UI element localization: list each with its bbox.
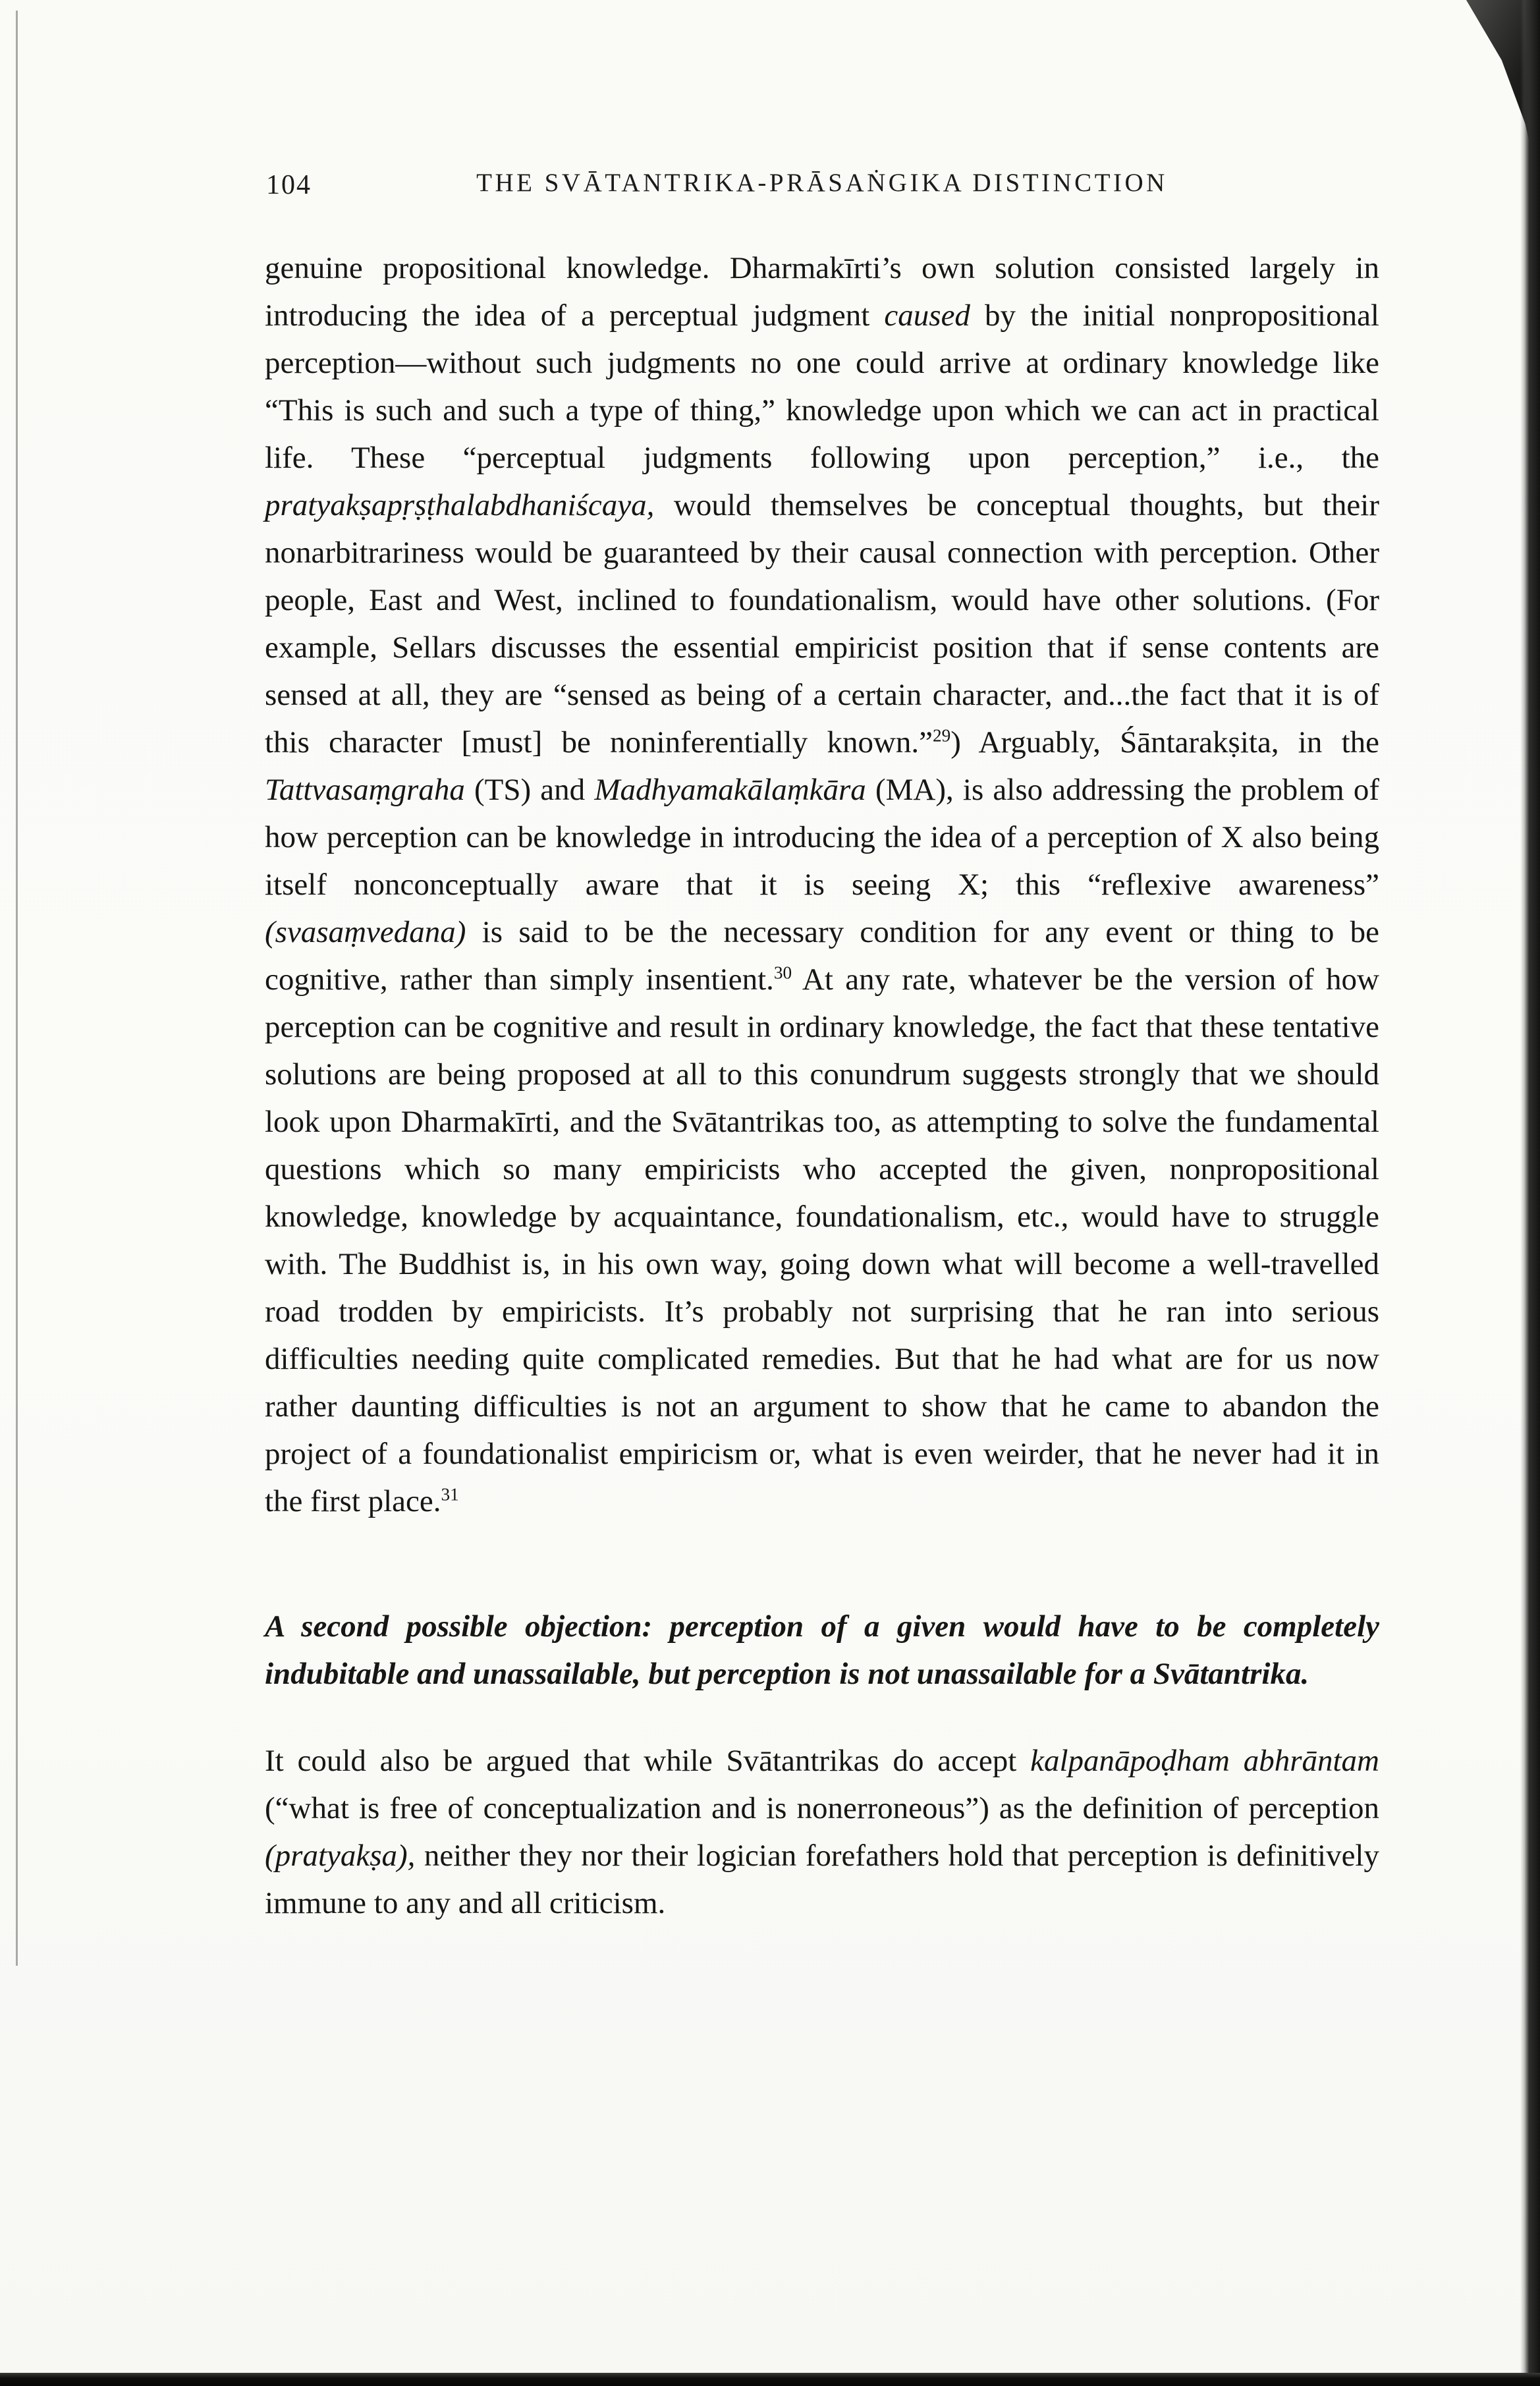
section-heading: A second possible objection: perception of a given would have to be completely indubitable and unassailable, but perception is not unassailable for a Svātantrika. xyxy=(265,1609,1379,1691)
body-paragraph-2: It could also be argued that while Svātantrikas do accept kalpanāpoḍham abhrāntam (“what is free of conceptualization and is nonerroneous”) as the definition of perception (pratyakṣa), neither they nor their logician forefathers hold that perception is definitively immune to any and all criticism. xyxy=(265,1744,1379,1920)
page-number: 104 xyxy=(266,170,312,200)
scan-artifact-left-hairline xyxy=(16,11,18,1966)
page-header xyxy=(265,168,1379,202)
body-copy xyxy=(265,244,1379,1927)
body-paragraph-1: genuine propositional knowledge. Dharmakīrti’s own solution consisted largely in introducing the idea of a perceptual judgment caused by the initial nonpropositional perception—without such judgments no one could arrive at ordinary knowledge like “This is such and such a type of thing,” knowledge upon which we can act in practical life. These “perceptual judgments following upon perception,” i.e., the pratyakṣapṛṣṭhalabdhaniścaya, would themselves be conceptual thoughts, but their nonarbitrariness would be guaranteed by their causal connection with perception. Other people, East and West, inclined to foundationalism, would have other solutions. (For example, Sellars discusses the essential empiricist position that if sense contents are sensed at all, they are “sensed as being of a certain character, and...the fact that it is of this character [must] be noninferentially known.”$^{29}$) Arguably, Śāntarakṣita, in the Tattvasaṃgraha (TS) and Madhyamakālaṃkāra (MA), is also addressing the problem of how perception can be knowledge in introducing the idea of a perception of X also being itself nonconceptually aware that it is seeing X; this “reflexive awareness” (svasaṃvedana) is said to be the necessary condition for any event or thing to be cognitive, rather than simply insentient.$^{30}$ At any rate, whatever be the version of how perception can be cognitive and result in ordinary knowledge, the fact that these tentative solutions are being proposed at all to this conundrum suggests strongly that we should look upon Dharmakīrti, and the Svātantrikas too, as attempting to solve the fundamental questions which so many empiricists who accepted the given, nonpropositional knowledge, knowledge by acquaintance, foundationalism, etc., would have to struggle with. The Buddhist is, in his own way, going down what will become a well-travelled road trodden by empiricists. It’s probably not surprising that he ran into serious difficulties needing quite complicated remedies. But that he had what are for us now rather daunting difficulties is not an argument to show that he came to abandon the project of a foundationalist empiricism or, what is even weirder, that he never had it in the first place.$^{31}$ xyxy=(265,251,1379,1518)
running-header-title: THE SVĀTANTRIKA-PRĀSAṄGIKA DISTINCTION xyxy=(476,169,1168,197)
scan-artifact-bottom-edge-bar xyxy=(0,2373,1540,2386)
printed-text-block xyxy=(265,168,1379,1927)
scan-artifact-right-edge-band xyxy=(1520,0,1540,2386)
